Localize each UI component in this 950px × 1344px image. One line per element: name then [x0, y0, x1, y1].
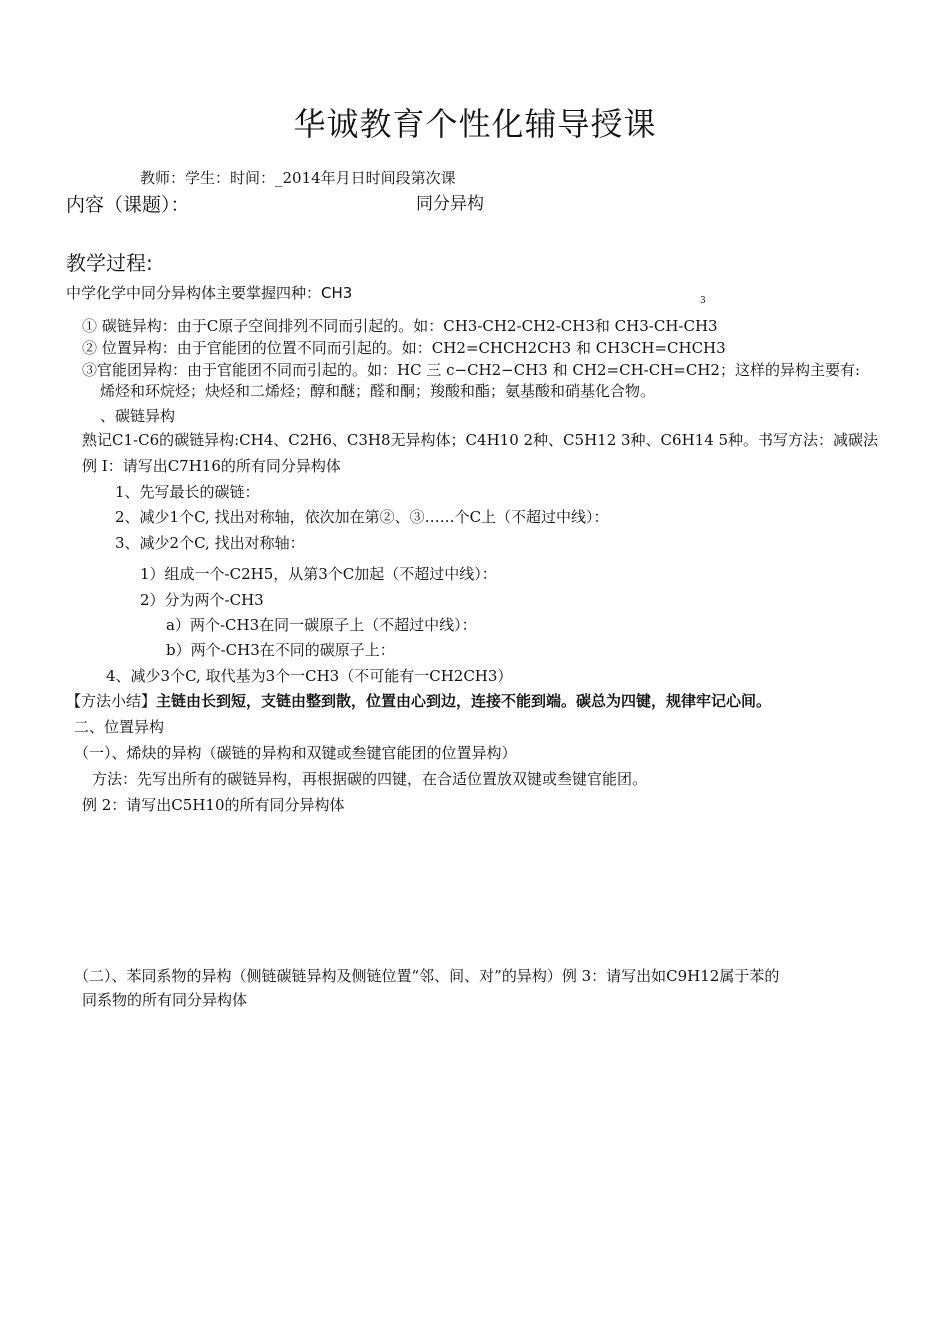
subsection-benzene-cont: 同系物的所有同分异构体 [82, 991, 248, 1009]
step-4: 4、减少3个C, 取代基为3个一CH3（不可能有一CH2CH3） [106, 667, 513, 685]
summary-label: 【方法小结】 [66, 692, 157, 710]
formula: CH2=CHCH2CH3 [431, 339, 572, 357]
section-2-heading: 二、位置异构 [74, 718, 165, 736]
method-summary [66, 691, 771, 711]
summary-text: 主链由长到短，支链由整到散，位置由心到边，连接不能到端。碳总为四键，规律牢记心间。 [156, 692, 772, 710]
step-3-1: 1）组成一个-C2H5，从第3个C加起（不超过中线）： [140, 565, 497, 583]
intro-line: 中学化学中同分异构体主要掌握四种：CH3 [66, 284, 353, 302]
formula: CH2=CH-CH=CH2 [572, 361, 720, 379]
class-info-line: 教师：学生：时间：_2014年月日时间段第次课 [140, 169, 456, 187]
type-2-label: ② 位置异构：由于官能团的位置不同而引起的。如： [82, 339, 432, 357]
step-1: 1、先写最长的碳链： [115, 483, 260, 501]
content-label: 内容（课题）： [66, 194, 190, 216]
step-3-2: 2）分为两个-CH3 [140, 591, 264, 609]
type-carbon-chain [82, 316, 718, 336]
method-label: 方法： [92, 770, 138, 788]
subsection-alkene-alkyne: （一）、烯炔的异构（碳链的异构和双键或叁键官能团的位置异构） [74, 744, 517, 762]
type-3-tail: ；这样的异构主要有: [719, 361, 861, 379]
step-3: 3、减少2个C, 找出对称轴： [115, 534, 305, 552]
example-2: 例 2：请写出C5H10的所有同分异构体 [82, 796, 345, 814]
method-line [92, 769, 647, 789]
and-word: 和 [552, 361, 568, 379]
type-functional-group [82, 360, 860, 380]
method-text: 先写出所有的碳链异构，再根据碳的四键，在合适位置放双键或叁键官能团。 [137, 770, 648, 788]
step-3-2b: b）两个-CH3在不同的碳原子上： [166, 641, 395, 659]
topic-title: 同分异构 [416, 194, 484, 214]
subsection-benzene: （二）、苯同系物的异构（侧链碳链异构及侧链位置“邻、间、对”的异构）例 3：请写出如C9H12属于苯的 [74, 967, 780, 985]
section-1-heading: 、碳链异构 [100, 407, 176, 425]
page-title: 华诚教育个性化辅导授课 [293, 105, 657, 143]
type-1-label: ① 碳链异构：由于C原子空间排列不同而引起的。如： [82, 317, 444, 335]
step-3-2a: a）两个-CH3在同一碳原子上（不超过中线）： [166, 616, 477, 634]
stray-superscript: 3 [700, 296, 706, 306]
step-2: 2、减少1个C, 找出对称轴，依次加在第②、③……个C上（不超过中线）： [115, 508, 609, 526]
and-word: 和 [576, 339, 592, 357]
formula: CH3-CH-CH3 [614, 317, 718, 335]
example-1: 例 I：请写出C7H16的所有同分异构体 [82, 457, 341, 475]
memorize-line: 熟记C1-C6的碳链异构:CH4、C2H6、C3H8无异构体；C4H10 2种、C5H12 3种、C6H14 5种。书写方法：减碳法 [82, 431, 879, 449]
type-3-examples: 烯烃和环烷烃；炔烃和二烯烃；醇和醚；醛和酮；羧酸和酯；氨基酸和硝基化合物。 [100, 382, 656, 400]
type-3-label: ③官能团异构：由于官能团不同而引起的。如：HC 三 c−CH2−CH3 [82, 361, 548, 379]
formula: CH3-CH2-CH2-CH3 [443, 317, 595, 335]
formula: CH3CH=CHCH3 [595, 339, 726, 357]
and-word: 和 [594, 317, 610, 335]
type-position [82, 338, 726, 358]
process-heading: 教学过程: [66, 251, 153, 275]
